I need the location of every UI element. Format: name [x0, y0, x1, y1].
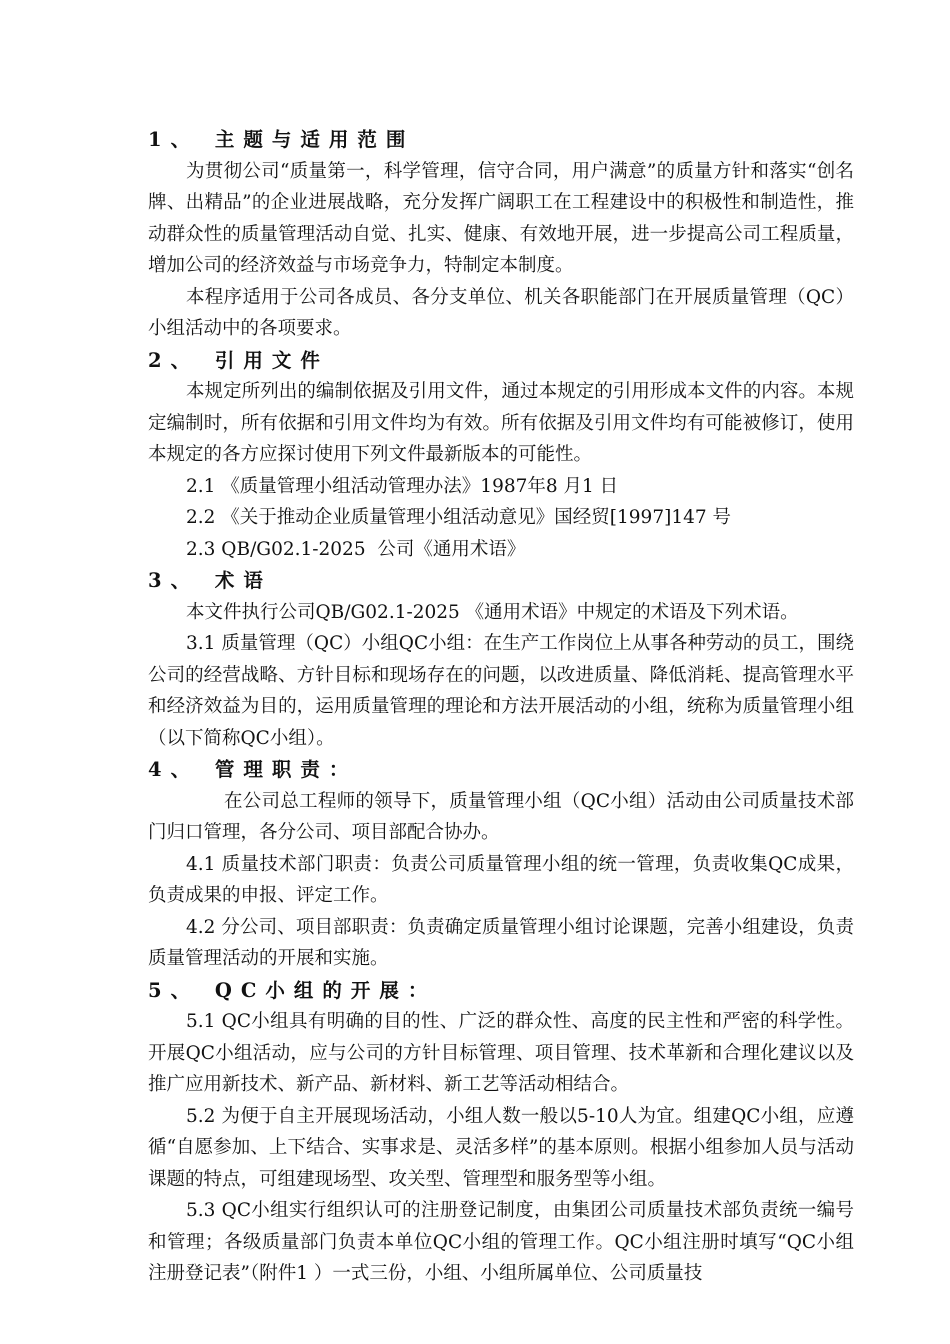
section-heading-scope: 1、 主题与适用范围: [148, 128, 415, 151]
paragraph-qc-characteristics: 5.1 QC小组具有明确的目的性、广泛的群众性、高度的民主性和严密的科学性。开展QC小组活动，应与公司的方针目标管理、项目管理、技术革新和合理化建议以及推广应用新技术、新产品、新材料、新工艺等活动相结合。: [148, 1011, 854, 1095]
paragraph-purpose: 为贯彻公司“质量第一，科学管理，信守合同，用户满意”的质量方针和落实“创名牌、出精品”的企业进展战略，充分发挥广阔职工在工程建设中的积极性和制造性，推动群众性的质量管理活动自觉、扎实、健康、有效地开展，进一步提高公司工程质量，增加公司的经济效益与市场竞争力，特制定本制度。: [148, 160, 854, 276]
reference-item: 2.2 《关于推动企业质量管理小组活动意见》国经贸[1997]147 号: [186, 507, 732, 528]
paragraph-qc-group-size: 5.2 为便于自主开展现场活动，小组人数一般以5-10人为宜。组建QC小组，应遵循“自愿参加、上下结合、实事求是、灵活多样”的基本原则。根据小组参加人员与活动课题的特点，可组建现场型、攻关型、管理型和服务型等小组。: [148, 1105, 854, 1190]
section-heading-terms: 3、 术语: [148, 569, 272, 592]
document-body: [148, 124, 854, 1290]
reference-item: 2.1 《质量管理小组活动管理办法》1987年8 月1 日: [186, 475, 619, 497]
section-heading-references: 2、 引用文件: [148, 348, 329, 372]
paragraph-terms-intro: 本文件执行公司QB/G02.1-2025 《通用术语》中规定的术语及下列术语。: [186, 601, 799, 623]
section-heading-responsibilities: 4、 管理职责：: [148, 758, 358, 781]
section-heading-qc-activities: 5、 QC小组的开展：: [148, 978, 437, 1002]
paragraph-quality-dept-duties: 4.1 质量技术部门职责：负责公司质量管理小组的统一管理，负责收集QC成果，负责成果的申报、评定工作。: [148, 853, 854, 906]
reference-item: 2.3 QB/G02.1-2025 公司《通用术语》: [186, 538, 526, 560]
paragraph-references-intro: 本规定所列出的编制依据及引用文件，通过本规定的引用形成本文件的内容。本规定编制时，所有依据和引用文件均为有效。所有依据及引用文件均有可能被修订，使用本规定的各方应探讨使用下列文件最新版本的可能性。: [148, 381, 854, 465]
paragraph-applicability: 本程序适用于公司各成员、各分支单位、机关各职能部门在开展质量管理（QC）小组活动中的各项要求。: [148, 286, 854, 339]
paragraph-branch-duties: 4.2 分公司、项目部职责：负责确定质量管理小组讨论课题，完善小组建设，负责质量管理活动的开展和实施。: [148, 916, 854, 969]
paragraph-term-qc-group: 3.1 质量管理（QC）小组QC小组：在生产工作岗位上从事各种劳动的员工，围绕公司的经营战略、方针目标和现场存在的问题，以改进质量、降低消耗、提高管理水平和经济效益为目的，运用质量管理的理论和方法开展活动的小组，统称为质量管理小组（以下简称QC小组）。: [148, 633, 854, 749]
paragraph-responsibilities-intro: 在公司总工程师的领导下，质量管理小组（QC小组）活动由公司质量技术部门归口管理，各分公司、项目部配合协办。: [148, 790, 854, 843]
paragraph-qc-registration: 5.3 QC小组实行组织认可的注册登记制度，由集团公司质量技术部负责统一编号和管理；各级质量部门负责本单位QC小组的管理工作。QC小组注册时填写“QC小组注册登记表”（附件1 ）一式三份，小组、小组所属单位、公司质量技: [148, 1200, 854, 1284]
